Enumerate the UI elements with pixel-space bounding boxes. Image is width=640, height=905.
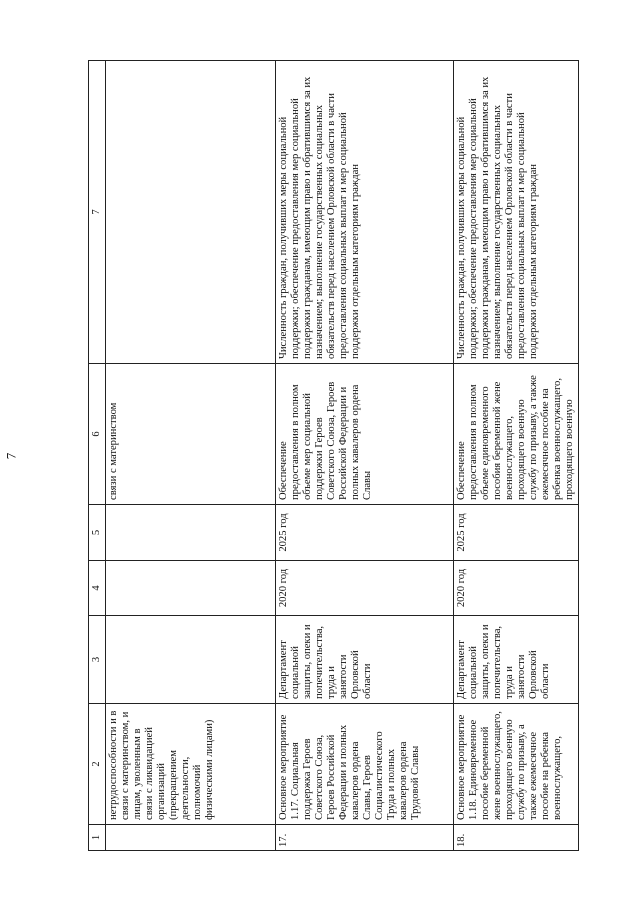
executor: Департамент социальной защиты, опеки и попечительства, труда и занятости Орловской области bbox=[454, 616, 579, 704]
row-number: 18. bbox=[454, 825, 579, 851]
end-year: 2025 год bbox=[276, 505, 454, 561]
expected-result: связи с материнством bbox=[106, 364, 276, 505]
indicator bbox=[106, 61, 276, 364]
header-col-7: 7 bbox=[89, 61, 106, 364]
indicator: Численность граждан, получивших меры социальной поддержки; обеспечение предоставления мер социальной поддержки гражданам, имеющим право и обратившимся за их назначением; выполнение государственных социальных обязательств перед населением Орловской области в части предоставления социальных выплат и мер социальной поддержки отдельным категориям граждан bbox=[454, 61, 579, 364]
header-col-6: 6 bbox=[89, 364, 106, 505]
table-row bbox=[454, 61, 579, 851]
event-name: нетрудоспособности и в связи с материнством, и лицам, уволенным в связи с ликвидацией организаций (прекращением деятельности, полномочий физическими лицами) bbox=[106, 704, 276, 825]
end-year bbox=[106, 505, 276, 561]
table-row bbox=[106, 61, 276, 851]
start-year bbox=[106, 561, 276, 616]
page-number: 7 bbox=[3, 452, 19, 460]
header-row bbox=[89, 61, 106, 851]
header-col-5: 5 bbox=[89, 505, 106, 561]
expected-result: Обеспечение предоставления в полном объеме мер социальной поддержки Героев Советского Союза, Героев Российской Федерации и полных кавалеров ордена Славы bbox=[276, 364, 454, 505]
header-col-1: 1 bbox=[89, 825, 106, 851]
executor: Департамент социальной защиты, опеки и попечительства, труда и занятости Орловской области bbox=[276, 616, 454, 704]
program-events-table bbox=[88, 60, 579, 851]
indicator: Численность граждан, получивших меры социальной поддержки; обеспечение предоставления мер социальной поддержки гражданам, имеющим право и обратившимся за их назначением; выполнение государственных социальных обязательств перед населением Орловской области в части предоставления социальных выплат и мер социальной поддержки отдельным категориям граждан bbox=[276, 61, 454, 364]
start-year: 2020 год bbox=[454, 561, 579, 616]
header-col-2: 2 bbox=[89, 704, 106, 825]
executor bbox=[106, 616, 276, 704]
rotated-table-container bbox=[88, 61, 578, 851]
event-name: Основное мероприятие 1.18. Единовременное пособие беременной жене военнослужащего, проходящего военную службу по призыву, а также ежемесячное пособие на ребенка военнослужащего, bbox=[454, 704, 579, 825]
start-year: 2020 год bbox=[276, 561, 454, 616]
row-number bbox=[106, 825, 276, 851]
header-col-4: 4 bbox=[89, 561, 106, 616]
table-row bbox=[276, 61, 454, 851]
header-col-3: 3 bbox=[89, 616, 106, 704]
expected-result: Обеспечение предоставления в полном объеме единовременного пособия беременной жене военнослужащего, проходящего военную службу по призыву, а также ежемесячное пособие на ребенка военнослужащего, проходящего военную bbox=[454, 364, 579, 505]
row-number: 17. bbox=[276, 825, 454, 851]
event-name: Основное мероприятие 1.17. Социальная поддержка Героев Советского Союза, Героев Российской Федерации и полных кавалеров ордена Славы, Героев Социалистического Труда и полных кавалеров ордена Трудовой Славы bbox=[276, 704, 454, 825]
end-year: 2025 год bbox=[454, 505, 579, 561]
